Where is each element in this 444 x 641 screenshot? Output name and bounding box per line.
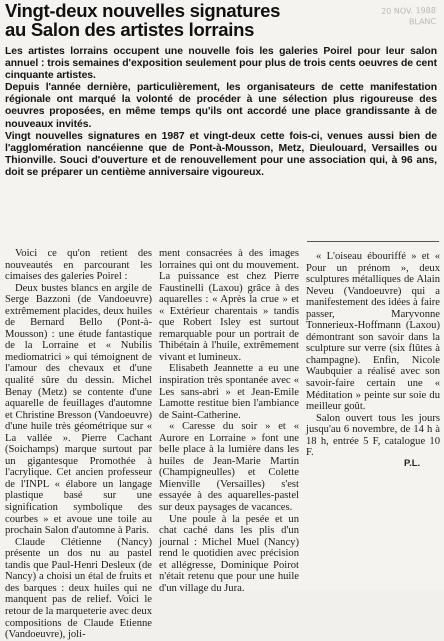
date-stamp: [316, 5, 436, 29]
col3-paragraph-1: « L'oiseau ébouriffé » et « Pour un prénom », deux sculptures métalliques de Alain Neveu (Vandoeuvre) qui a manifestement des idées à faire passer, Maryvonne Tonnerieux-Hoffmann (Laxou) démontrant son savoir dans la sculpture sur verre (six flûtes à champagne). Enfin, Nicole Waubquier a réalisé avec son savoir-faire certain une « Méditation » peinte sur soie du meilleur goût.: [306, 251, 440, 413]
column-3: [306, 251, 440, 459]
column-2: [159, 248, 299, 594]
column-1: [5, 248, 152, 641]
col1-paragraph-1: Voici ce qu'on retient des nouveautés en parcourant les cimaises des galeries Poirel :: [5, 248, 152, 283]
article-headline: [5, 1, 305, 39]
col2-paragraph-2: Elisabeth Jeannette a eu une inspiration très spontanée avec « Les sans-abri » et Jean-Emile Lamotte restitue bien l'ambiance de Saint-Catherine.: [159, 363, 299, 421]
lead-paragraph-2: Depuis l'année dernière, particulièrement, les organisateurs de cette manifestation régionale ont marqué la volonté de procéder à une sélection plus rigoureuse des oeuvres proposées, en même temps qu'ils ont accordé une place grandissante à de nouveaux invités.: [5, 82, 437, 130]
col2-paragraph-3: « Caresse du soir » et « Aurore en Lorraine » font une belle place à la lumière dans les huiles de Jean-Marie Martin (Champigneulles) et Colette Mienville (Versailles) s'est essayée à des aquarelles-pastel sur deux paysages de vacances.: [159, 421, 299, 514]
headline-line-1: Vingt-deux nouvelles signatures: [5, 0, 281, 21]
lead-paragraph-3: Vingt nouvelles signatures en 1987 et vingt-deux cette fois-ci, venues aussi bien de l'agglomération nancéienne que de Pont-à-Mousson, Metz, Dieulouard, Versailles ou Thionville. Souci d'ouverture et de renouvellement pour une association qui, à 96 ans, doit se préparer un centième anniversaire vigoureux.: [5, 130, 437, 178]
col2-paragraph-4: Une poule à la pesée et un chat caché dans les plis d'un journal : Michel Muel (Nancy) rend le quotidien avec précision et allégresse, Dominique Poirot n'était retenu que pour une huile d'un village du Jura.: [159, 513, 299, 594]
lead-paragraph-1: Les artistes lorrains occupent une nouvelle fois les galeries Poirel pour leur salon annuel : trois semaines d'exposition seulement pour plus de trois cents oeuvres de cent cinquante artistes.: [5, 46, 437, 82]
column-divider: [307, 241, 439, 242]
stamp-line-1: 20 NOV. 1988: [381, 5, 436, 16]
col1-paragraph-3: Claude Clétienne (Nancy) présente un dos nu au pastel tandis que Paul-Henri Desleux (de Nancy) a choisi un étal de fruits et des barques : deux huiles qui ne manquent pas de relief. Voici le retour de la marqueterie avec deux compositions de Claude Etienne (Vandoeuvre), joli-: [5, 536, 152, 641]
article-lead: [5, 46, 437, 179]
col3-paragraph-2: Salon ouvert tous les jours jusqu'au 6 novembre, de 14 h à 18 h, entrée 5 F, catalogue 10 F.: [306, 412, 440, 459]
col1-paragraph-2: Deux bustes blancs en argile de Serge Bazzoni (de Vandoeuvre) extrêmement placides, deux huiles de Bernard Bello (Pont-à-Mousson) : une étude fantastique de la Lorraine et « Nubilis mediomatrici » qui témoignent de l'amour des chevaux et d'une qualité sûre du dessin. Michel Benay (Metz) se contente d'une aquarelle de feuillages d'automne et Christine Bresson (Vandoeuvre) d'une huile très géométrique sur « La vallée ». Pierre Cachant (Soichamps) marque surtout par un gigantesque Promothée à l'acrylique. Cet ancien professeur de l'INPL « élabore un langage plastique basé sur une signification symbolique des courbes » et avoue une toile au prochain Salon d'automne à Paris.: [5, 282, 152, 537]
col2-paragraph-1: ment consacrées à des images lorraines qui ont du mouvement. La puissance est chez Pierre Faustinelli (Laxou) grâce à des aquarelles : « Après la crue » et « Extérieur charentais » tandis que Robert Isley est surtout remarquable pour un portrait de Thibétain à l'huile, extrêmement vivant et lumineux.: [159, 248, 299, 363]
headline-line-2: au Salon des artistes lorrains: [5, 19, 255, 40]
author-signature: P.L.: [404, 458, 421, 469]
stamp-line-2: BLANC: [408, 16, 437, 27]
